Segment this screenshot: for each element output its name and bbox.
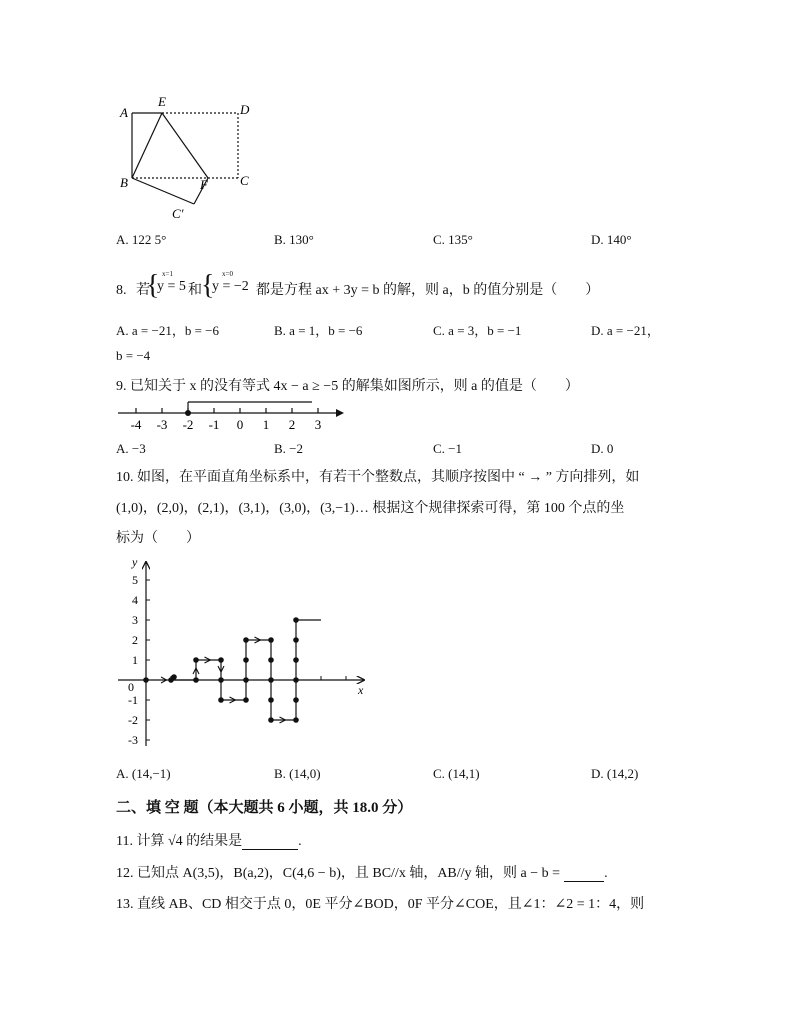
q8-sys2-bottom: y = −2	[212, 279, 249, 294]
lattice-point	[268, 637, 274, 643]
y-tick-label: 3	[132, 613, 138, 627]
q9-option-d[interactable]: D. 0	[591, 441, 614, 456]
label-b: B	[120, 175, 128, 190]
q8-option-c[interactable]: C. a = 3，b = −1	[433, 323, 522, 338]
q10-option-c[interactable]: C. (14,1)	[433, 766, 480, 781]
q7-option-a[interactable]: A. 122 5°	[116, 232, 167, 247]
lattice-point	[193, 677, 199, 683]
lattice-point	[268, 677, 274, 683]
q8-number: 8.	[116, 283, 127, 298]
lattice-point	[293, 697, 299, 703]
lattice-point	[168, 677, 174, 683]
q8-sys1-bottom: y = 5	[157, 279, 186, 294]
q8-option-d-cont: b = −4	[116, 348, 151, 363]
q8-and: 和	[188, 283, 202, 298]
q11-question	[116, 830, 302, 850]
q10-option-b[interactable]: B. (14,0)	[274, 766, 321, 781]
q10-line-3: 标为（ ）	[116, 531, 200, 546]
y-axis-label: y	[132, 556, 138, 569]
q8-suffix: 都是方程 ax + 3y = b 的解，则 a，b 的值分别是（ ）	[256, 283, 600, 298]
lattice-point	[243, 677, 249, 683]
number-line-tick-label: 0	[236, 417, 244, 432]
lattice-point	[143, 677, 149, 683]
q11-period: .	[298, 834, 302, 849]
y-tick-label: 2	[132, 633, 138, 647]
q7-option-b[interactable]: B. 130°	[274, 232, 314, 247]
q10-line-2: (1,0)，(2,0)，(2,1)，(3,1)，(3,0)，(3,−1)… 根据这个规律探索可得，第 100 个点的坐	[116, 501, 625, 516]
x-axis-label: x	[358, 683, 364, 697]
q7-option-c[interactable]: C. 135°	[433, 232, 473, 247]
q9-question: 9. 已知关于 x 的没有等式 4x − a ≥ −5 的解集如图所示，则 a 的值是（ ）	[116, 379, 579, 394]
lattice-point	[218, 657, 224, 663]
label-a: A	[120, 105, 128, 120]
q8-option-d[interactable]: D. a = −21，	[591, 323, 660, 338]
q7-option-d[interactable]: D. 140°	[591, 232, 632, 247]
q9-option-c[interactable]: C. −1	[433, 441, 463, 456]
q12-text: 12. 已知点 A(3,5)，B(a,2)，C(4,6 − b)，且 BC//x 轴，AB//y 轴，则 a − b =	[116, 866, 561, 881]
q8-sys1-top: x=1	[162, 270, 173, 278]
number-line-tick-label: -2	[182, 417, 194, 432]
q8-option-a[interactable]: A. a = −21，b = −6	[116, 323, 219, 338]
q9-option-a[interactable]: A. −3	[116, 441, 146, 456]
label-c-prime: C′	[172, 206, 184, 221]
q8-option-b[interactable]: B. a = 1，b = −6	[274, 323, 363, 338]
number-line-tick-label: 1	[262, 417, 270, 432]
y-tick-label: 4	[132, 593, 138, 607]
q10-line-1: 10. 如图，在平面直角坐标系中，有若干个整数点，其顺序按图中 “ → ” 方向排列，如	[116, 470, 640, 485]
q8-question	[116, 279, 150, 299]
lattice-point	[243, 657, 249, 663]
number-line-tick-label: 2	[288, 417, 296, 432]
y-tick-label: -3	[128, 733, 138, 747]
q8-sys2-top: x=0	[222, 270, 233, 278]
label-c: C	[240, 173, 249, 188]
q11-answer-blank[interactable]	[242, 835, 298, 850]
lattice-point	[268, 657, 274, 663]
lattice-path-figure	[116, 556, 376, 756]
q10-option-a[interactable]: A. (14,−1)	[116, 766, 171, 781]
q8-brace-2: {	[201, 270, 215, 301]
lattice-point	[293, 657, 299, 663]
q9-option-b[interactable]: B. −2	[274, 441, 304, 456]
y-tick-label: -1	[128, 693, 138, 707]
lattice-point	[193, 657, 199, 663]
lattice-point	[293, 717, 299, 723]
lattice-point	[293, 617, 299, 623]
number-line-tick-label: -1	[208, 417, 220, 432]
q8-brace-1: {	[146, 270, 160, 301]
y-tick-label: 5	[132, 573, 138, 587]
number-line-tick-label: 3	[314, 417, 322, 432]
lattice-point	[268, 717, 274, 723]
number-line-tick-label: -4	[130, 417, 142, 432]
q12-answer-blank[interactable]	[564, 867, 604, 882]
origin-label: 0	[128, 680, 134, 694]
q10-option-d[interactable]: D. (14,2)	[591, 766, 639, 781]
lattice-point	[243, 637, 249, 643]
lattice-point	[268, 697, 274, 703]
q12-question	[116, 862, 608, 882]
q8-prefix: 若	[136, 283, 150, 298]
label-f: F	[200, 177, 208, 192]
lattice-point	[293, 637, 299, 643]
label-d: D	[240, 102, 250, 117]
lattice-point	[293, 677, 299, 683]
q11-text: 11. 计算 √4 的结果是	[116, 834, 243, 849]
number-line-tick-label: -3	[156, 417, 168, 432]
q12-period: .	[604, 866, 608, 881]
lattice-point	[218, 697, 224, 703]
section-title: 二、填 空 题（本大题共 6 小题，共 18.0 分）	[116, 800, 413, 816]
y-tick-label: 1	[132, 653, 138, 667]
q13-question: 13. 直线 AB、CD 相交于点 0，0E 平分∠BOD，0F 平分∠COE，且∠1：∠2 = 1：4，则	[116, 897, 645, 912]
lattice-point	[218, 677, 224, 683]
folded-rectangle-figure	[110, 92, 260, 224]
number-line	[116, 397, 346, 435]
lattice-point	[243, 697, 249, 703]
y-tick-label: -2	[128, 713, 138, 727]
label-e: E	[158, 94, 166, 109]
